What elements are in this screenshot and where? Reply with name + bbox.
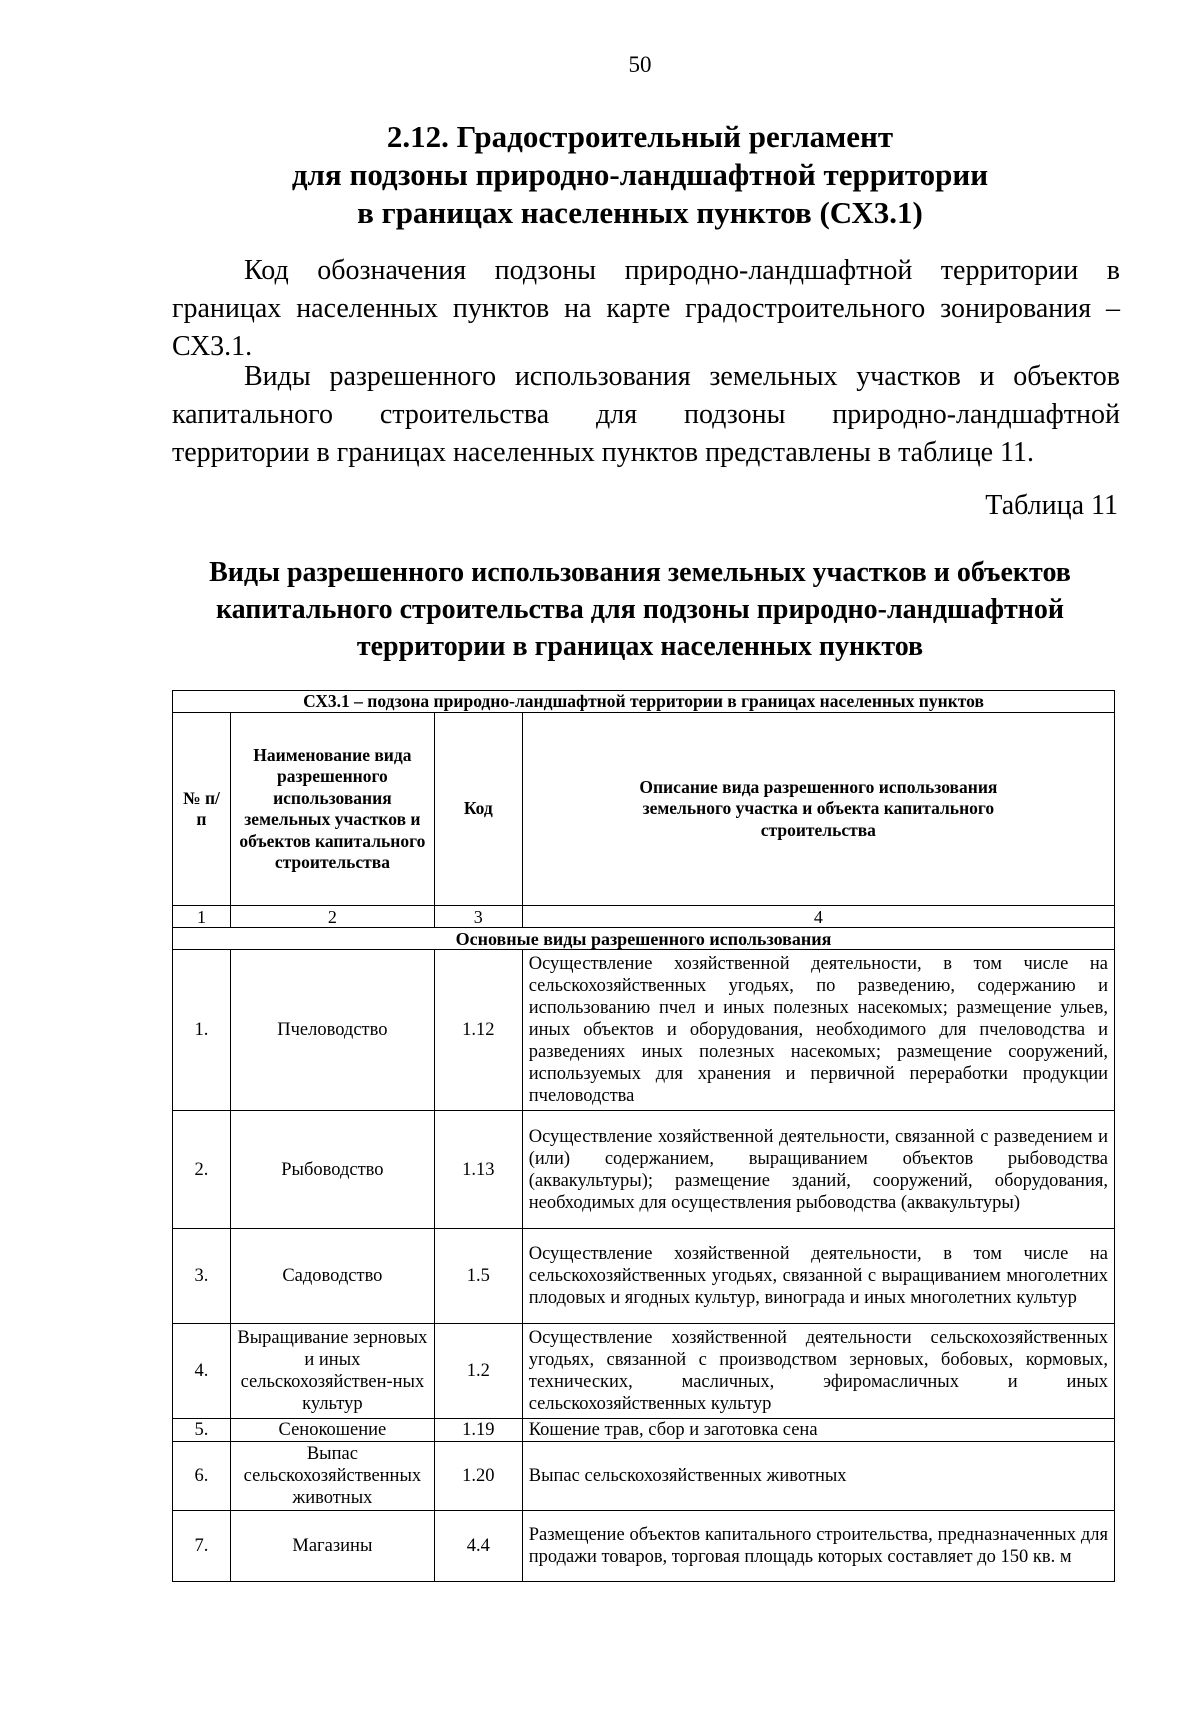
row-name: Выращивание зерновых и иных сельскохозяйствен-ных культур xyxy=(230,1324,434,1419)
row-code: 1.13 xyxy=(434,1111,522,1229)
paragraph-zone-code xyxy=(172,252,1120,366)
row-description: Осуществление хозяйственной деятельности, в том числе на сельскохозяйственных угодьях, по разведению, содержанию и использованию пчел и иных полезных насекомых; размещение ульев, иных объектов и оборудования, необходимого для пчеловодства и разведениях иных полезных насекомых; размещение сооружений, используемых для хранения и первичной переработки продукции пчеловодства xyxy=(522,950,1114,1111)
table-row xyxy=(173,1229,1115,1324)
header-description: Описание вида разрешенного использования земельного участка и объекта капитального строительства xyxy=(522,713,1114,906)
header-code: Код xyxy=(434,713,522,906)
row-name: Сенокошение xyxy=(230,1419,434,1442)
row-num: 6. xyxy=(173,1442,231,1511)
page-number: 50 xyxy=(628,52,652,77)
section-heading xyxy=(150,118,1130,232)
section-heading-line: в границах населенных пунктов (СХ3.1) xyxy=(357,195,923,230)
paragraph-line: территории в границах населенных пунктов представлены в таблице 11. xyxy=(172,437,1034,468)
paragraph-line: капитального строительства для подзоны природно-ландшафтной xyxy=(172,399,1120,430)
row-name: Пчеловодство xyxy=(230,950,434,1111)
header-name: Наименование вида разрешенного использования земельных участков и объектов капитального строительства xyxy=(230,713,434,906)
row-code: 1.2 xyxy=(434,1324,522,1419)
section-heading-line: для подзоны природно-ландшафтной территории xyxy=(291,157,989,192)
table-caption: Таблица 11 xyxy=(985,490,1118,521)
table-row xyxy=(173,1324,1115,1419)
row-name: Выпас сельскохозяйственных животных xyxy=(230,1442,434,1511)
header-num: № п/п xyxy=(173,713,231,906)
table-title-line: капитального строительства для подзоны природно-ландшафтной xyxy=(215,594,1065,625)
row-code: 1.5 xyxy=(434,1229,522,1324)
row-code: 1.20 xyxy=(434,1442,522,1511)
table-row xyxy=(173,1511,1115,1582)
table-row xyxy=(173,1111,1115,1229)
usage-table xyxy=(172,690,1115,1582)
row-code: 4.4 xyxy=(434,1511,522,1582)
section-title: Основные виды разрешенного использования xyxy=(173,928,1115,950)
row-num: 4. xyxy=(173,1324,231,1419)
column-number-row xyxy=(173,906,1115,928)
row-num: 1. xyxy=(173,950,231,1111)
row-description: Осуществление хозяйственной деятельности сельскохозяйственных угодьях, связанной с производством зерновых, бобовых, кормовых, технических, масличных, эфиромасличных и иных сельскохозяйственных культур xyxy=(522,1324,1114,1419)
table-title-line: территории в границах населенных пунктов xyxy=(356,631,924,662)
row-description: Кошение трав, сбор и заготовка сена xyxy=(522,1419,1114,1442)
paragraph-line: СХ3.1. xyxy=(172,331,253,362)
paragraph-line: Виды разрешенного использования земельных участков и объектов xyxy=(244,361,1120,392)
row-name: Садоводство xyxy=(230,1229,434,1324)
column-number: 3 xyxy=(434,906,522,928)
zone-header-cell: СХ3.1 – подзона природно-ландшафтной территории в границах населенных пунктов xyxy=(173,691,1115,713)
table-row xyxy=(173,1442,1115,1511)
row-description: Осуществление хозяйственной деятельности, связанной с разведением и (или) содержанием, выращиванием объектов рыбоводства (аквакультуры); размещение зданий, сооружений, оборудования, необходимых для осуществления рыбоводства (аквакультуры) xyxy=(522,1111,1114,1229)
table-title xyxy=(150,554,1130,665)
column-header-row xyxy=(173,713,1115,906)
row-num: 7. xyxy=(173,1511,231,1582)
paragraph-line: Код обозначения подзоны природно-ландшафтной территории в xyxy=(244,255,1120,286)
row-name: Магазины xyxy=(230,1511,434,1582)
row-num: 5. xyxy=(173,1419,231,1442)
section-heading-line: 2.12. Градостроительный регламент xyxy=(386,119,894,154)
row-description: Размещение объектов капитального строительства, предназначенных для продажи товаров, торговая площадь которых составляет до 150 кв. м xyxy=(522,1511,1114,1582)
row-code: 1.19 xyxy=(434,1419,522,1442)
table-title-line: Виды разрешенного использования земельных участков и объектов xyxy=(209,557,1071,588)
row-num: 2. xyxy=(173,1111,231,1229)
table-row xyxy=(173,950,1115,1111)
row-name: Рыбоводство xyxy=(230,1111,434,1229)
paragraph-usage-types xyxy=(172,358,1120,472)
row-code: 1.12 xyxy=(434,950,522,1111)
paragraph-line: границах населенных пунктов на карте градостроительного зонирования – xyxy=(172,293,1120,324)
row-num: 3. xyxy=(173,1229,231,1324)
zone-header-row xyxy=(173,691,1115,713)
row-description: Осуществление хозяйственной деятельности, в том числе на сельскохозяйственных угодьях, связанной с выращиванием многолетних плодовых и ягодных культур, винограда и иных многолетних культур xyxy=(522,1229,1114,1324)
row-description: Выпас сельскохозяйственных животных xyxy=(522,1442,1114,1511)
table-row xyxy=(173,1419,1115,1442)
section-row xyxy=(173,928,1115,950)
column-number: 2 xyxy=(230,906,434,928)
column-number: 4 xyxy=(522,906,1114,928)
column-number: 1 xyxy=(173,906,231,928)
